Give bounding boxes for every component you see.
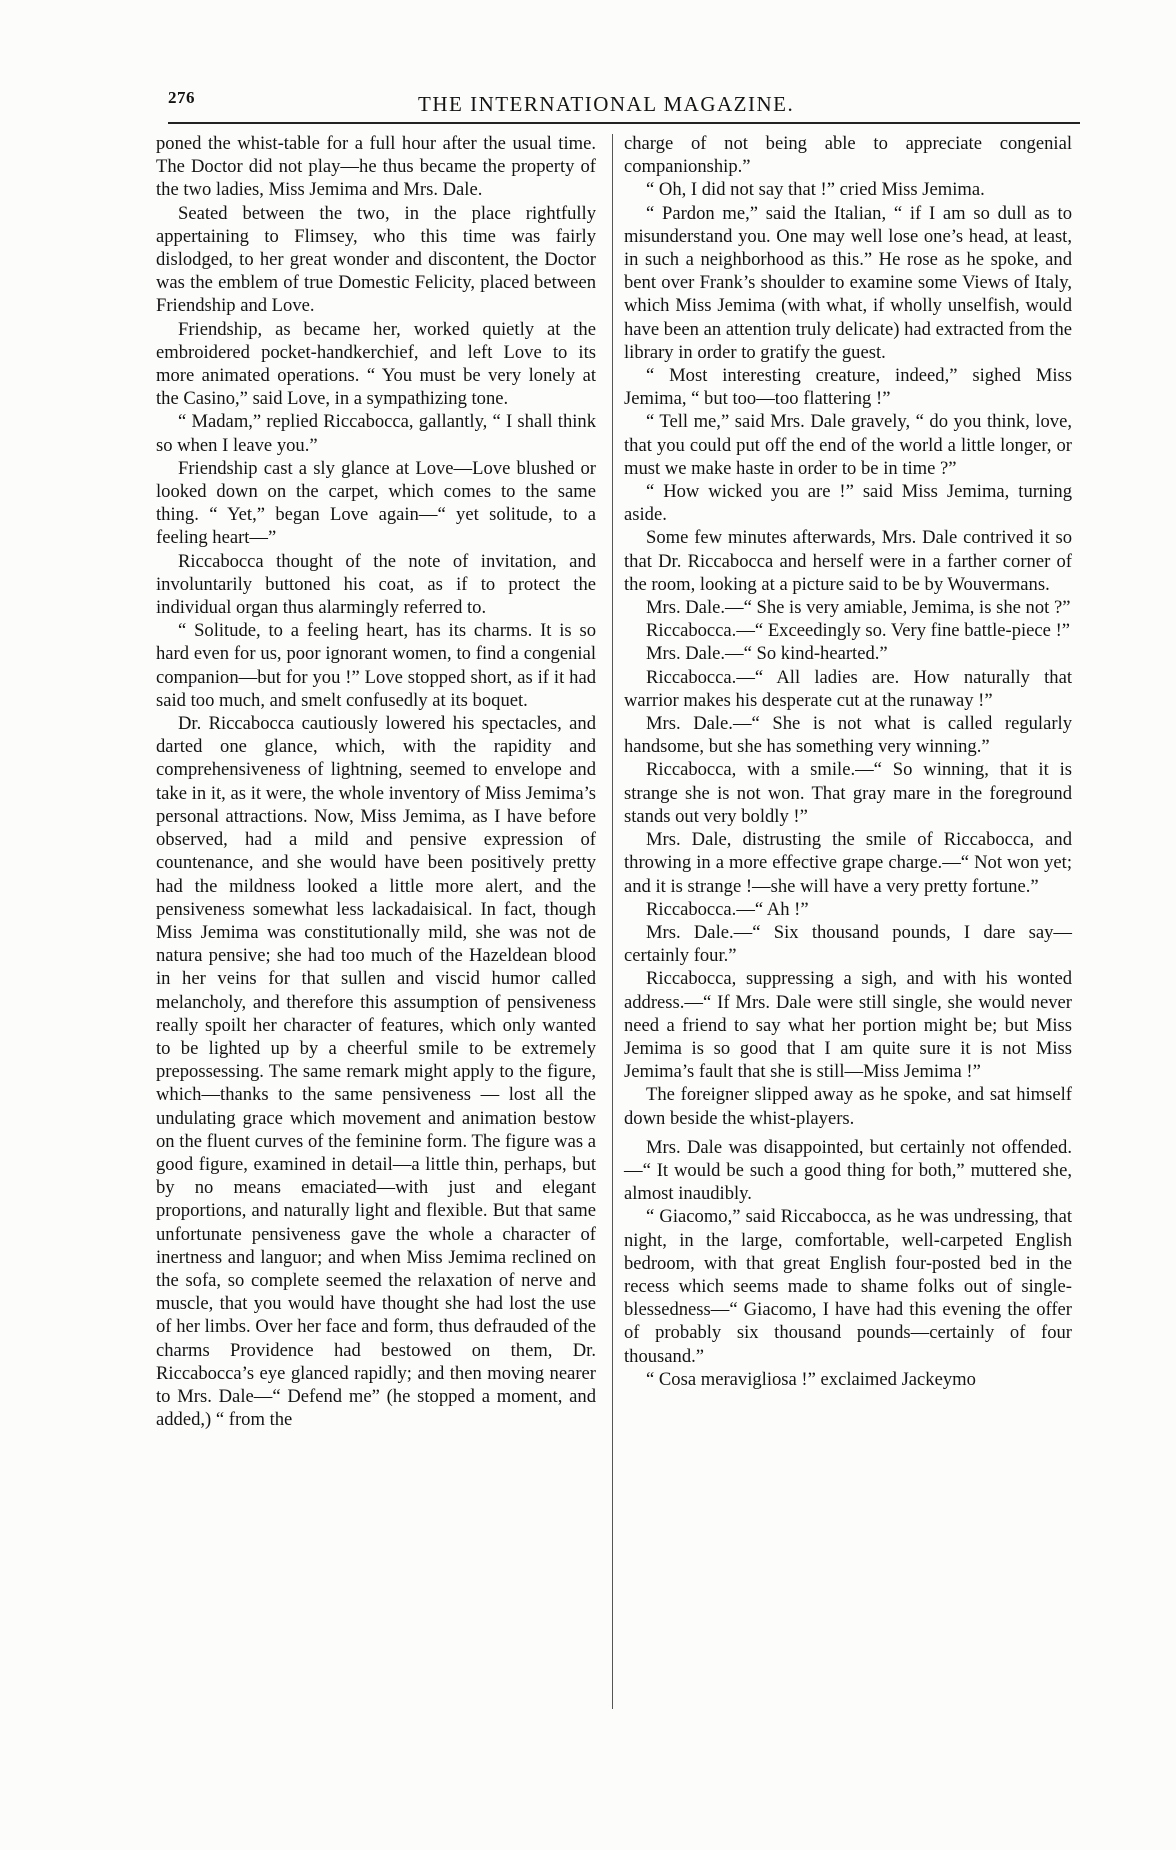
right-column <box>624 132 1072 1391</box>
dialogue-line: Mrs. Dale.—“ She is not what is called regularly handsome, but she has something very winning.” <box>624 713 1072 758</box>
paragraph: Seated between the two, in the place rightfully appertaining to Flimsey, who this time was fairly dislodged, to her great wonder and discontent, the Doctor was the emblem of true Domestic Felicity, placed between Friendship and Love. <box>156 202 596 317</box>
column-divider <box>612 134 613 1709</box>
paragraph: The foreigner slipped away as he spoke, and sat himself down beside the whist-players. <box>624 1084 1072 1129</box>
dialogue-line: Mrs. Dale.—“ Six thousand pounds, I dare say—certainly four.” <box>624 921 1072 967</box>
header-rule <box>168 122 1080 124</box>
page-number: 276 <box>168 88 195 107</box>
dialogue-line: Riccabocca.—“ Exceedingly so. Very fine battle-piece !” <box>646 620 1071 642</box>
paragraph: Riccabocca thought of the note of invitation, and involuntarily buttoned his coat, as if to protect the individual organ thus alarmingly referred to. <box>156 550 596 619</box>
dialogue-line: Riccabocca.—“ All ladies are. How naturally that warrior makes his desperate cut at the runaway !” <box>624 666 1072 711</box>
paragraph: “ Most interesting creature, indeed,” sighed Miss Jemima, “ but too—too flattering !” <box>624 365 1072 410</box>
paragraph: Friendship, as became her, worked quietly at the embroidered pocket-handkerchief, and left Love to its more animated operations. “ You must be very lonely at the Casino,” said Love, in a sympathizing tone. <box>156 318 596 410</box>
dialogue-line: Riccabocca.—“ Ah !” <box>646 898 809 920</box>
paragraph: Mrs. Dale was disappointed, but certainly not offended.—“ It would be such a good thing for both,” muttered she, almost inaudibly. <box>624 1136 1072 1205</box>
paragraph: “ Tell me,” said Mrs. Dale gravely, “ do you think, love, that you could put off the end of the world a little longer, or must we make haste in order to be in time ?” <box>624 411 1072 479</box>
running-title: THE INTERNATIONAL MAGAZINE. <box>418 92 795 116</box>
paragraph: “ Cosa meravigliosa !” exclaimed Jackeymo <box>646 1368 976 1390</box>
left-column <box>156 132 596 1431</box>
paragraph: “ Solitude, to a feeling heart, has its charms. It is so hard even for us, poor ignorant women, to find a congenial companion—but for you !” Love stopped short, as if it had said too much, and smelt confusedly at its boquet. <box>156 620 596 711</box>
paragraph: “ Madam,” replied Riccabocca, gallantly, “ I shall think so when I leave you.” <box>156 411 596 456</box>
paragraph: “ Pardon me,” said the Italian, “ if I am so dull as to misunderstand you. One may well lose one’s head, at least, in such a neighborhood as this.” He rose as he spoke, and bent over Frank’s shoulder to examine some Views of Italy, which Miss Jemima (with what, if wholly unselfish, would have been an attention truly delicate) had extracted from the library in order to gratify the guest. <box>624 202 1072 363</box>
paragraph: “ Oh, I did not say that !” cried Miss Jemima. <box>646 179 985 201</box>
paragraph: “ Giacomo,” said Riccabocca, as he was undressing, that night, in the large, comfortable, well-carpeted English bedroom, with that great English four-posted bed in the recess which seems made to shame folks out of single-blessedness—“ Giacomo, I have had this evening the offer of probably six thousand pounds—certainly of four thousand.” <box>624 1206 1072 1367</box>
dialogue-line: Mrs. Dale.—“ So kind-hearted.” <box>646 643 888 665</box>
paragraph: poned the whist-table for a full hour after the usual time. The Doctor did not play—he thus became the property of the two ladies, Miss Jemima and Mrs. Dale. <box>156 133 596 201</box>
dialogue-line: Riccabocca, suppressing a sigh, and with his wonted address.—“ If Mrs. Dale were still single, she would never need a friend to say what her portion might be; but Miss Jemima is so good that I am quite sure it is not Miss Jemima’s fault that she is still—Miss Jemima !” <box>624 968 1072 1083</box>
paragraph: “ How wicked you are !” said Miss Jemima, turning aside. <box>624 481 1072 526</box>
page-header <box>168 88 1068 118</box>
paragraph: Some few minutes afterwards, Mrs. Dale contrived it so that Dr. Riccabocca and herself were in a farther corner of the room, looking at a picture said to be by Wouvermans. <box>624 527 1072 595</box>
paragraph: charge of not being able to appreciate congenial companionship.” <box>624 133 1072 178</box>
paragraph: Dr. Riccabocca cautiously lowered his spectacles, and darted one glance, which, with the rapidity and comprehensiveness of lightning, seemed to envelope and take in it, as it were, the whole inventory of Miss Jemima’s personal attractions. Now, Miss Jemima, as I have before observed, had a mild and pensive expression of countenance, and she would have been positively pretty had the mildness looked a little more alert, and the pensiveness somewhat less lackadaisical. In fact, though Miss Jemima was constitutionally mild, she was not de natura pensive; she had too much of the Hazeldean blood in her veins for that sullen and viscid humor called melancholy, and therefore this assumption of pensiveness really spoilt her character of features, which only wanted to be lighted up by a cheerful smile to be extremely prepossessing. The same remark might apply to the figure, which—thanks to the same pensiveness — lost all the undulating grace which movement and animation bestow on the fluent curves of the feminine form. The figure was a good figure, examined in detail—a little thin, perhaps, but by no means emaciated—with just and elegant proportions, and naturally light and flexible. But that same unfortunate pensiveness gave the whole a character of inertness and languor; and when Miss Jemima reclined on the sofa, so complete seemed the relaxation of nerve and muscle, that you would have thought she had lost the use of her limbs. Over her face and form, thus defrauded of the charms Providence had bestowed on them, Dr. Riccabocca’s eye glanced rapidly; and then moving nearer to Mrs. Dale—“ Defend me” (he stopped a moment, and added,) “ from the <box>156 713 596 1431</box>
dialogue-line: Mrs. Dale, distrusting the smile of Riccabocca, and throwing in a more effective grape charge.—“ Not won yet; and it is strange !—she will have a very pretty fortune.” <box>624 829 1072 897</box>
dialogue-line: Mrs. Dale.—“ She is very amiable, Jemima, is she not ?” <box>646 597 1071 619</box>
paragraph: Friendship cast a sly glance at Love—Love blushed or looked down on the carpet, which comes to the same thing. “ Yet,” began Love again—“ yet solitude, to a feeling heart—” <box>156 457 596 549</box>
dialogue-line: Riccabocca, with a smile.—“ So winning, that it is strange she is not won. That gray mare in the foreground stands out very boldly !” <box>624 759 1072 827</box>
